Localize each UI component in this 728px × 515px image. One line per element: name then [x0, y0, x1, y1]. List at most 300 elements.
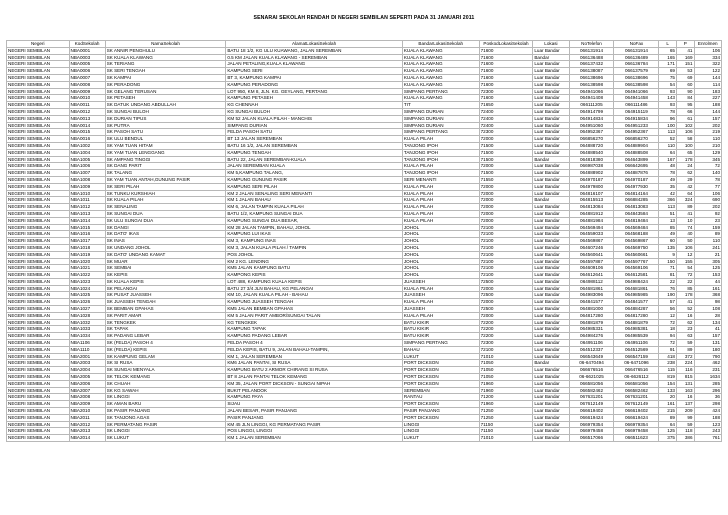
- table-cell: NEGERI SEMBILAN: [7, 74, 70, 81]
- table-cell: SK SEMBAI: [105, 265, 226, 272]
- table-cell: 064612581: [614, 272, 659, 279]
- table-cell: Luar Bandar: [533, 244, 569, 251]
- table-cell: TIT: [402, 102, 479, 109]
- table-cell: 71600: [479, 74, 533, 81]
- table-cell: 114: [694, 81, 722, 88]
- table-cell: 52: [676, 306, 694, 313]
- table-cell: 72000: [479, 163, 533, 170]
- table-cell: 064951106: [569, 340, 614, 347]
- table-cell: 131: [694, 340, 722, 347]
- table-cell: 188: [694, 102, 722, 109]
- table-cell: 224: [676, 360, 694, 367]
- table-cell: SK KEPIS: [105, 272, 226, 279]
- table-cell: Luar Bandar: [533, 238, 569, 245]
- table-cell: JALAN PETALING,KUALA KLAWANG: [226, 61, 403, 68]
- table-cell: 298: [694, 401, 722, 408]
- table-cell: 72100: [479, 258, 533, 265]
- table-cell: 150: [659, 258, 677, 265]
- table-cell: 99: [676, 414, 694, 421]
- table-cell: Luar Bandar: [533, 217, 569, 224]
- table-cell: 49: [659, 176, 677, 183]
- table-cell: BT 13 JALAN SEREMBAN: [226, 136, 403, 143]
- table-cell: 066131914: [569, 47, 614, 54]
- column-header: KodSekolah: [69, 41, 105, 48]
- table-cell: SEREMBAN: [402, 387, 479, 394]
- table-cell: 76: [659, 285, 677, 292]
- table-cell: 12: [676, 251, 694, 258]
- table-cell: 064985985: [614, 292, 659, 299]
- table-cell: 106: [694, 47, 722, 54]
- table-cell: 72400: [479, 122, 533, 129]
- table-cell: 71500: [479, 170, 533, 177]
- table-cell: SK KG SAWAH: [105, 387, 226, 394]
- table-cell: JUASSEH: [402, 292, 479, 299]
- table-cell: NBA1027: [69, 306, 105, 313]
- table-cell: 72200: [479, 319, 533, 326]
- table-cell: 064914834: [569, 115, 614, 122]
- table-cell: 13: [659, 217, 677, 224]
- table-cell: NEGERI SEMBILAN: [7, 414, 70, 421]
- table-row: [7, 81, 722, 88]
- table-cell: 41: [676, 299, 694, 306]
- table-cell: 93: [659, 102, 677, 109]
- table-cell: NBA1014: [69, 217, 105, 224]
- table-cell: PASIR PANJANG: [402, 408, 479, 415]
- table-cell: NBA1034: [69, 333, 105, 340]
- table-cell: 12: [659, 312, 677, 319]
- table-cell: KUALA KLAWANG: [402, 81, 479, 88]
- table-cell: 066581056: [614, 380, 659, 387]
- table-cell: 066547159: [614, 353, 659, 360]
- table-cell: BATU 18 1/2, KG ULU KUAWANG, JALAN SEREMBAN: [226, 47, 403, 54]
- table-cell: 140: [694, 170, 722, 177]
- table-cell: JUASSEH: [402, 278, 479, 285]
- table-cell: Luar Bandar: [533, 88, 569, 95]
- table-cell: 154: [659, 380, 677, 387]
- table-cell: 129: [694, 149, 722, 156]
- table-row: [7, 204, 722, 211]
- table-cell: 85: [676, 285, 694, 292]
- table-cell: NEGERI SEMBILAN: [7, 136, 70, 143]
- table-cell: NBA0005: [69, 61, 105, 68]
- table-cell: NEGERI SEMBILAN: [7, 421, 70, 428]
- table-cell: NBA1025: [69, 292, 105, 299]
- table-cell: 72400: [479, 108, 533, 115]
- table-cell: 41: [676, 210, 694, 217]
- table-cell: 188: [694, 414, 722, 421]
- table-cell: 58: [676, 136, 694, 143]
- table-cell: NEGERI SEMBILAN: [7, 244, 70, 251]
- table-cell: 066136489: [614, 54, 659, 61]
- table-cell: 71010: [479, 353, 533, 360]
- table-row: [7, 108, 722, 115]
- table-row: [7, 312, 722, 319]
- table-cell: SK JUASSEH TENGAH: [105, 299, 226, 306]
- table-cell: 064977930: [614, 183, 659, 190]
- table-cell: 064612641: [569, 272, 614, 279]
- table-cell: KAMPUNG JUASSEH TENGAH: [226, 299, 403, 306]
- table-cell: 219: [694, 129, 722, 136]
- table-cell: SK SERI TENGAH: [105, 68, 226, 75]
- table-cell: 71150: [479, 428, 533, 435]
- table-cell: 064941066: [569, 88, 614, 95]
- table-cell: 064888902: [569, 170, 614, 177]
- table-row: [7, 244, 722, 251]
- table-cell: 21: [694, 251, 722, 258]
- table-cell: NEGERI SEMBILAN: [7, 346, 70, 353]
- table-cell: SK SUNGAI MENYALA: [105, 367, 226, 374]
- table-cell: Luar Bandar: [533, 68, 569, 75]
- table-cell: Luar Bandar: [533, 319, 569, 326]
- table-cell: SK PUSAT JUASSEH: [105, 292, 226, 299]
- table-cell: SK SERI PILAH: [105, 183, 226, 190]
- table-cell: BATU KIKIR: [402, 319, 479, 326]
- table-cell: NBA0013: [69, 115, 105, 122]
- table-cell: Luar Bandar: [533, 340, 569, 347]
- table-cell: 066582462: [614, 387, 659, 394]
- table-cell: 159: [694, 224, 722, 231]
- table-cell: Luar Bandar: [533, 170, 569, 177]
- table-cell: NBA2012: [69, 421, 105, 428]
- table-cell: SK KAMPUNG GELAM: [105, 353, 226, 360]
- table-cell: 163: [676, 387, 694, 394]
- table-cell: 064914799: [569, 108, 614, 115]
- table-cell: 066136784: [614, 61, 659, 68]
- table-cell: 72300: [479, 88, 533, 95]
- table-cell: SK KUALA PILAH: [105, 197, 226, 204]
- table-cell: 372: [676, 353, 694, 360]
- table-cell: 72100: [479, 272, 533, 279]
- table-cell: NEGERI SEMBILAN: [7, 197, 70, 204]
- table-row: [7, 292, 722, 299]
- table-row: [7, 217, 722, 224]
- table-cell: KUALA KLAWANG: [402, 74, 479, 81]
- table-cell: 122: [694, 68, 722, 75]
- table-cell: 75: [659, 74, 677, 81]
- column-header: NamaSekolah: [105, 41, 226, 48]
- table-cell: 209: [676, 408, 694, 415]
- table-row: [7, 210, 722, 217]
- table-cell: 334: [694, 54, 722, 61]
- table-cell: 064881000: [569, 306, 614, 313]
- table-cell: KG CHENNAH: [226, 102, 403, 109]
- table-cell: 066642695: [614, 163, 659, 170]
- table-cell: KAMPUNG SUNGAI DUA BESAR,: [226, 217, 403, 224]
- table-cell: 064819484: [614, 217, 659, 224]
- table-cell: 89: [659, 414, 677, 421]
- table-cell: NEGERI SEMBILAN: [7, 306, 70, 313]
- table-cell: NEGERI SEMBILAN: [7, 272, 70, 279]
- table-cell: SK KUALA KEPIS: [105, 278, 226, 285]
- table-cell: 067612149: [614, 401, 659, 408]
- table-cell: NEGERI SEMBILAN: [7, 319, 70, 326]
- table-cell: KM 1 JALAN BAHAU: [226, 197, 403, 204]
- table-cell: 066979458: [614, 428, 659, 435]
- table-cell: Luar Bandar: [533, 374, 569, 381]
- table-cell: NEGERI SEMBILAN: [7, 68, 70, 75]
- table-cell: KUALA PILAH: [402, 204, 479, 211]
- table-cell: SK MUAR: [105, 258, 226, 265]
- table-cell: 064813083: [614, 204, 659, 211]
- table-cell: RANTAU: [402, 394, 479, 401]
- table-cell: 72300: [479, 129, 533, 136]
- table-cell: 066856270: [614, 136, 659, 143]
- table-cell: NBA1110: [69, 346, 105, 353]
- table-cell: POS LINGGI, LINGGI: [226, 428, 403, 435]
- table-cell: 48: [659, 163, 677, 170]
- table-cell: PASIR PANJANG: [226, 414, 403, 421]
- table-row: [7, 190, 722, 197]
- table-cell: 71960: [479, 401, 533, 408]
- table-cell: 51: [659, 210, 677, 217]
- table-cell: 066543649: [569, 353, 614, 360]
- table-cell: KAMPONG KEPIS: [226, 272, 403, 279]
- table-cell: PORT DICKSON: [402, 401, 479, 408]
- table-cell: Bandar: [533, 156, 569, 163]
- table-cell: 54: [676, 265, 694, 272]
- table-row: [7, 95, 722, 102]
- table-cell: Luar Bandar: [533, 210, 569, 217]
- column-header: NoTelefon: [569, 41, 614, 48]
- table-cell: 066111486: [614, 102, 659, 109]
- table-cell: NEGERI SEMBILAN: [7, 401, 70, 408]
- table-cell: 71500: [479, 149, 533, 156]
- table-row: [7, 278, 722, 285]
- table-cell: KM 2 KG. LENDING: [226, 258, 403, 265]
- table-cell: 72000: [479, 210, 533, 217]
- table-cell: 72100: [479, 238, 533, 245]
- column-header: Negeri: [7, 41, 70, 48]
- table-cell: 50: [676, 238, 694, 245]
- table-cell: Luar Bandar: [533, 176, 569, 183]
- table-cell: Luar Bandar: [533, 81, 569, 88]
- table-cell: 49: [659, 231, 677, 238]
- table-cell: 74: [676, 224, 694, 231]
- table-cell: KUALA KLAWANG: [402, 61, 479, 68]
- table-cell: NEGERI SEMBILAN: [7, 231, 70, 238]
- table-row: [7, 122, 722, 129]
- table-cell: NBA0016: [69, 136, 105, 143]
- table-cell: 71150: [479, 421, 533, 428]
- table-cell: SK AMAN BARU: [105, 401, 226, 408]
- table-cell: 066581056: [569, 380, 614, 387]
- table-cell: TANJONG IPOH: [402, 142, 479, 149]
- table-cell: NEGERI SEMBILAN: [7, 156, 70, 163]
- table-cell: 100: [676, 142, 694, 149]
- table-cell: Luar Bandar: [533, 421, 569, 428]
- table-cell: KM 45 JLN LINGGI, KG PERMATANG PASIR: [226, 421, 403, 428]
- table-cell: PORT DICKSON: [402, 374, 479, 381]
- table-cell: 71600: [479, 95, 533, 102]
- table-cell: SK KUALA KLAWANG: [105, 54, 226, 61]
- table-cell: NBA1008: [69, 176, 105, 183]
- table-cell: JOHOL: [402, 251, 479, 258]
- table-cell: Luar Bandar: [533, 122, 569, 129]
- table-cell: 72100: [479, 224, 533, 231]
- table-cell: KUALA KLAWANG: [402, 54, 479, 61]
- table-cell: 064843584: [614, 210, 659, 217]
- table-cell: NBA1019: [69, 251, 105, 258]
- table-cell: 72200: [479, 326, 533, 333]
- table-cell: NEGERI SEMBILAN: [7, 312, 70, 319]
- table-cell: Luar Bandar: [533, 387, 569, 394]
- table-cell: 16: [676, 394, 694, 401]
- table-cell: 134: [694, 319, 722, 326]
- table-cell: 064568188: [614, 231, 659, 238]
- table-cell: 118: [676, 428, 694, 435]
- table-cell: NBA0001: [69, 47, 105, 54]
- table-cell: 064951233: [614, 122, 659, 129]
- table-cell: NEGERI SEMBILAN: [7, 149, 70, 156]
- table-cell: SERI MENANTI: [402, 176, 479, 183]
- table-cell: SK DATUK UNDANG ABDULLAH: [105, 102, 226, 109]
- table-cell: KAMPUNG PADANG LEBAR: [226, 333, 403, 340]
- table-cell: Luar Bandar: [533, 394, 569, 401]
- table-cell: SK TANJONG AGAS: [105, 414, 226, 421]
- table-cell: 72200: [479, 333, 533, 340]
- table-cell: NBA1020: [69, 258, 105, 265]
- table-cell: 29: [676, 176, 694, 183]
- table-cell: 66: [676, 108, 694, 115]
- table-cell: NBA1010: [69, 190, 105, 197]
- table-cell: 125: [694, 265, 722, 272]
- table-cell: 418: [659, 353, 677, 360]
- table-cell: 131: [676, 380, 694, 387]
- table-row: [7, 401, 722, 408]
- table-cell: Luar Bandar: [533, 224, 569, 231]
- table-cell: 41: [676, 47, 694, 54]
- table-cell: 064569867: [569, 238, 614, 245]
- table-cell: NEGERI SEMBILAN: [7, 340, 70, 347]
- table-cell: 153: [694, 272, 722, 279]
- table-cell: Luar Bandar: [533, 61, 569, 68]
- table-cell: 064984276: [569, 333, 614, 340]
- table-cell: SK PERADONG: [105, 81, 226, 88]
- table-cell: 23: [694, 217, 722, 224]
- table-cell: 72000: [479, 299, 533, 306]
- table-cell: NBA2014: [69, 435, 105, 442]
- table-cell: KM 35, JALAN PORT DICKSON - SUNGAI NIPAH: [226, 380, 403, 387]
- table-cell: 72: [676, 272, 694, 279]
- table-cell: 115: [659, 367, 677, 374]
- table-row: [7, 319, 722, 326]
- table-cell: 59: [676, 421, 694, 428]
- table-cell: KAMPUNG TENGAH: [226, 149, 403, 156]
- table-cell: FELDA PASOH SATU: [226, 129, 403, 136]
- table-cell: SK TAPAK: [105, 326, 226, 333]
- table-cell: 84: [676, 95, 694, 102]
- table-cell: PORT DICKSON: [402, 414, 479, 421]
- table-cell: 72100: [479, 251, 533, 258]
- table-cell: JOHOL: [402, 231, 479, 238]
- table-cell: NBA0009: [69, 88, 105, 95]
- table-cell: NBA0014: [69, 122, 105, 129]
- table-cell: 71250: [479, 408, 533, 415]
- table-cell: NEGERI SEMBILAN: [7, 88, 70, 95]
- table-cell: NEGERI SEMBILAN: [7, 217, 70, 224]
- table-cell: 375: [659, 435, 677, 442]
- table-cell: JOHOL: [402, 272, 479, 279]
- table-cell: NEGERI SEMBILAN: [7, 115, 70, 122]
- table-cell: 143: [659, 95, 677, 102]
- table-cell: 64: [659, 421, 677, 428]
- table-cell: 202: [694, 204, 722, 211]
- table-cell: 066476516: [614, 367, 659, 374]
- table-cell: Luar Bandar: [533, 333, 569, 340]
- table-cell: 94: [659, 333, 677, 340]
- table-cell: 72000: [479, 190, 533, 197]
- table-cell: LINGGI: [402, 428, 479, 435]
- table-cell: PORT DICKSON: [402, 380, 479, 387]
- table-cell: 72500: [479, 306, 533, 313]
- table-cell: 210: [694, 142, 722, 149]
- table-cell: 305: [694, 258, 722, 265]
- table-cell: KAMPUNG LUI IKAS: [226, 231, 403, 238]
- table-cell: Luar Bandar: [533, 312, 569, 319]
- table-cell: SK TERIANG: [105, 61, 226, 68]
- table-cell: NEGERI SEMBILAN: [7, 129, 70, 136]
- table-cell: NBA1006: [69, 163, 105, 170]
- table-cell: Luar Bandar: [533, 435, 569, 442]
- table-row: [7, 435, 722, 442]
- table-row: [7, 374, 722, 381]
- table-cell: 92: [694, 210, 722, 217]
- table-cell: SIJAU: [226, 401, 403, 408]
- table-row: [7, 74, 722, 81]
- table-cell: NBA1002: [69, 142, 105, 149]
- table-cell: NEGERI SEMBILAN: [7, 47, 70, 54]
- table-row: [7, 285, 722, 292]
- table-cell: 40: [676, 231, 694, 238]
- table-cell: PORT DICKSON: [402, 360, 479, 367]
- table-cell: 06-6626112: [614, 374, 659, 381]
- table-cell: TANJONG IPOH: [402, 149, 479, 156]
- table-cell: Luar Bandar: [533, 428, 569, 435]
- table-cell: 285: [694, 380, 722, 387]
- table-cell: 169: [676, 54, 694, 61]
- table-row: [7, 238, 722, 245]
- table-cell: 066619402: [569, 408, 614, 415]
- table-cell: 36: [694, 394, 722, 401]
- table-cell: BUKIT PELANDOK: [226, 387, 403, 394]
- table-cell: 144: [694, 74, 722, 81]
- table-cell: 71050: [479, 360, 533, 367]
- table-cell: NEGERI SEMBILAN: [7, 224, 70, 231]
- table-cell: 72000: [479, 197, 533, 204]
- table-cell: SIMPANG PERTANG: [402, 88, 479, 95]
- table-cell: SK DANGI: [105, 224, 226, 231]
- table-cell: 41: [694, 326, 722, 333]
- table-cell: FELDA PASOH 4: [226, 340, 403, 347]
- table-cell: 064985381: [614, 326, 659, 333]
- table-cell: 064985539: [614, 333, 659, 340]
- table-cell: 60: [659, 238, 677, 245]
- table-cell: NEGERI SEMBILAN: [7, 238, 70, 245]
- table-cell: 137: [676, 401, 694, 408]
- table-cell: 98: [694, 299, 722, 306]
- table-cell: 064814164: [614, 190, 659, 197]
- table-cell: NEGERI SEMBILAN: [7, 394, 70, 401]
- table-cell: 151: [676, 61, 694, 68]
- table-cell: NBA1106: [69, 340, 105, 347]
- table-cell: SK DATO' IKAS: [105, 231, 226, 238]
- table-cell: SK SI RUSA: [105, 360, 226, 367]
- table-cell: 06-6621025: [569, 374, 614, 381]
- table-cell: Luar Bandar: [533, 231, 569, 238]
- table-row: [7, 272, 722, 279]
- table-cell: KUALA PILAH: [402, 163, 479, 170]
- table-cell: 790: [694, 353, 722, 360]
